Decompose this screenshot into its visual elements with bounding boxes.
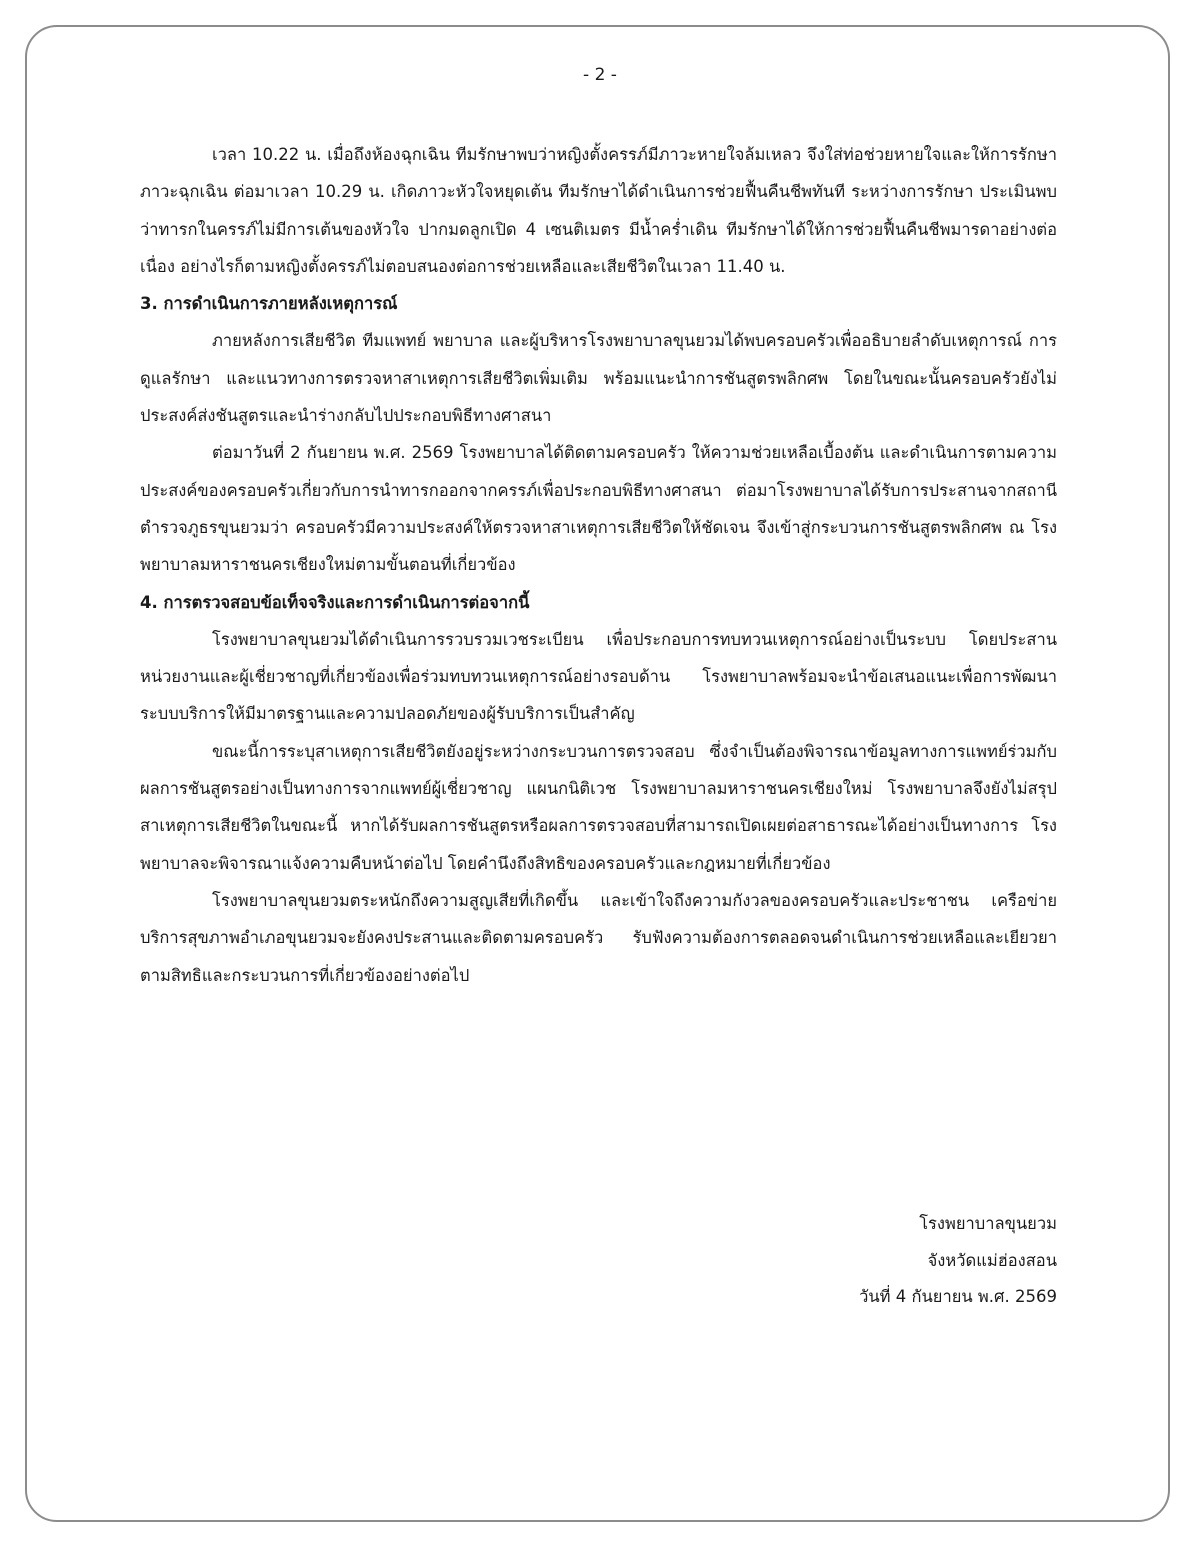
signature-organization: โรงพยาบาลขุนยวม: [919, 1214, 1057, 1233]
paragraph-emergency-timeline: เวลา 10.22 น. เมื่อถึงห้องฉุกเฉิน ทีมรักษาพบว่าหญิงตั้งครรภ์มีภาวะหายใจล้มเหลว จึงใส่ท่อช่วยหายใจและให้การรักษาภาวะฉุกเฉิน ต่อมาเวลา 10.29 น. เกิดภาวะหัวใจหยุดเต้น ทีมรักษาได้ดำเนินการช่วยฟื้นคืนชีพทันที ระหว่างการรักษา ประเมินพบว่าทารกในครรภ์ไม่มีการเต้นของหัวใจ ปากมดลูกเปิด 4 เซนติเมตร มีน้ำคร่ำเดิน ทีมรักษาได้ให้การช่วยฟื้นคืนชีพมารดาอย่างต่อเนื่อง อย่างไรก็ตามหญิงตั้งครรภ์ไม่ตอบสนองต่อการช่วยเหลือและเสียชีวิตในเวลา 11.40 น.: [140, 145, 1057, 276]
signature-block: [859, 1206, 1057, 1316]
paragraph-records-review: โรงพยาบาลขุนยวมได้ดำเนินการรวบรวมเวชระเบียน เพื่อประกอบการทบทวนเหตุการณ์อย่างเป็นระบบ โดยประสานหน่วยงานและผู้เชี่ยวชาญที่เกี่ยวข้องเพื่อร่วมทบทวนเหตุการณ์อย่างรอบด้าน โรงพยาบาลพร้อมจะนำข้อเสนอแนะเพื่อการพัฒนาระบบบริการให้มีมาตรฐานและความปลอดภัยของผู้รับบริการเป็นสำคัญ: [140, 629, 1057, 724]
section-heading-3: 3. การดำเนินการภายหลังเหตุการณ์: [140, 294, 398, 314]
paragraph-cause-investigation: ขณะนี้การระบุสาเหตุการเสียชีวิตยังอยู่ระหว่างกระบวนการตรวจสอบ ซึ่งจำเป็นต้องพิจารณาข้อมูลทางการแพทย์ร่วมกับผลการชันสูตรอย่างเป็นทางการจากแพทย์ผู้เชี่ยวชาญ แผนกนิติเวช โรงพยาบาลมหาราชนครเชียงใหม่ โรงพยาบาลจึงยังไม่สรุปสาเหตุการเสียชีวิตในขณะนี้ หากได้รับผลการชันสูตรหรือผลการตรวจสอบที่สามารถเปิดเผยต่อสาธารณะได้อย่างเป็นทางการ โรงพยาบาลจะพิจารณาแจ้งความคืบหน้าต่อไป โดยคำนึงถึงสิทธิของครอบครัวและกฎหมายที่เกี่ยวข้อง: [140, 741, 1057, 873]
paragraph-follow-up: ต่อมาวันที่ 2 กันยายน พ.ศ. 2569 โรงพยาบาลได้ติดตามครอบครัว ให้ความช่วยเหลือเบื้องต้น และดำเนินการตามความประสงค์ของครอบครัวเกี่ยวกับการนำทารกออกจากครรภ์เพื่อประกอบพิธีทางศาสนา ต่อมาโรงพยาบาลได้รับการประสานจากสถานีตำรวจภูธรขุนยวมว่า ครอบครัวมีความประสงค์ให้ตรวจหาสาเหตุการเสียชีวิตให้ชัดเจน จึงเข้าสู่กระบวนการชันสูตรพลิกศพ ณ โรงพยาบาลมหาราชนครเชียงใหม่ตามขั้นตอนที่เกี่ยวข้อง: [140, 443, 1057, 575]
document-body: [140, 136, 1057, 994]
paragraph-after-death: ภายหลังการเสียชีวิต ทีมแพทย์ พยาบาล และผู้บริหารโรงพยาบาลขุนยวมได้พบครอบครัวเพื่ออธิบายลำดับเหตุการณ์ การดูแลรักษา และแนวทางการตรวจหาสาเหตุการเสียชีวิตเพิ่มเติม พร้อมแนะนำการชันสูตรพลิกศพ โดยในขณะนั้นครอบครัวยังไม่ประสงค์ส่งชันสูตรและนำร่างกลับไปประกอบพิธีทางศาสนา: [140, 331, 1057, 426]
signature-province: จังหวัดแม่ฮ่องสอน: [927, 1250, 1057, 1270]
signature-date: วันที่ 4 กันยายน พ.ศ. 2569: [859, 1287, 1057, 1306]
paragraph-hospital-commitment: โรงพยาบาลขุนยวมตระหนักถึงความสูญเสียที่เกิดขึ้น และเข้าใจถึงความกังวลของครอบครัวและประชาชน เครือข่ายบริการสุขภาพอำเภอขุนยวมจะยังคงประสานและติดตามครอบครัว รับฟังความต้องการตลอดจนดำเนินการช่วยเหลือและเยียวยาตามสิทธิและกระบวนการที่เกี่ยวข้องอย่างต่อไป: [140, 890, 1057, 985]
section-heading-4: 4. การตรวจสอบข้อเท็จจริงและการดำเนินการต่อจากนี้: [140, 592, 530, 612]
page-number: - 2 -: [583, 65, 617, 85]
